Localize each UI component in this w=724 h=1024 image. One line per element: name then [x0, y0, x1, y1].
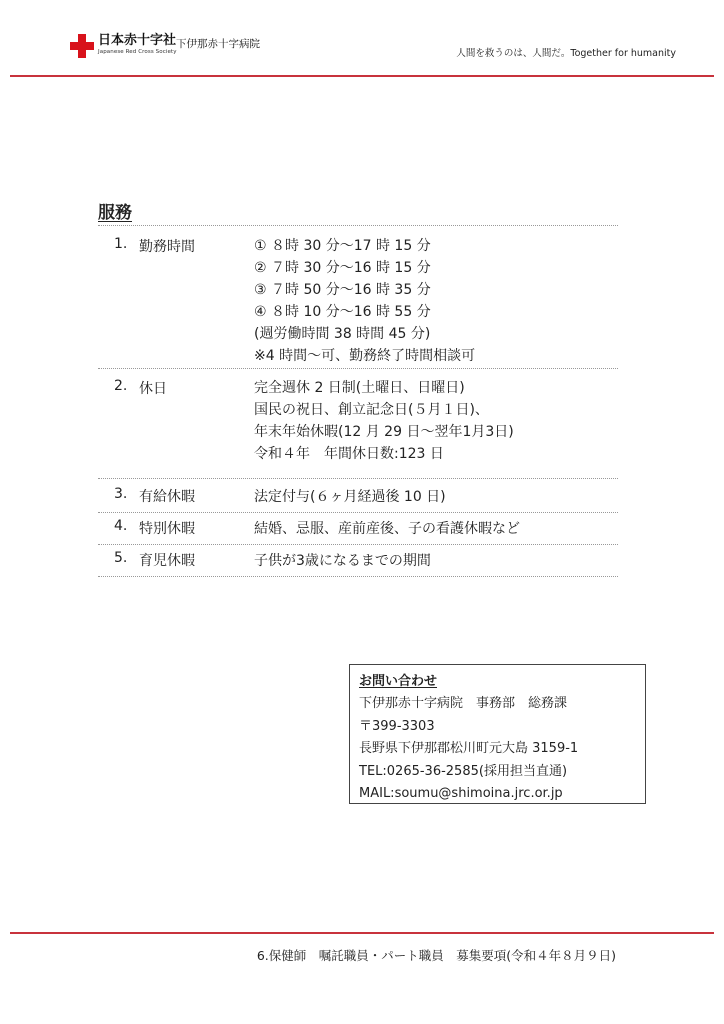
term-value: ① ８時 30 分～17 時 15 分	[254, 238, 431, 254]
red-cross-icon	[70, 34, 94, 58]
term-number: 5.	[114, 550, 128, 566]
org-name	[98, 34, 177, 56]
term-value: 年末年始休暇(12 月 29 日～翌年1月3日)	[254, 424, 514, 440]
term-value: 完全週休 2 日制(土曜日、日曜日)	[254, 380, 465, 396]
header-divider	[10, 75, 714, 77]
term-label: 休日	[139, 381, 167, 397]
term-value: 子供が3歳になるまでの期間	[254, 553, 431, 569]
term-value: 法定付与(６ヶ月経過後 10 日)	[254, 489, 446, 505]
term-value: ③ ７時 50 分～16 時 35 分	[254, 282, 431, 298]
term-value: 結婚、忌服、産前産後、子の看護休暇など	[254, 521, 520, 537]
contact-email: MAIL:soumu@shimoina.jrc.or.jp	[359, 786, 563, 801]
slogan: 人間を救うのは、人間だ。Together for humanity	[456, 48, 676, 59]
term-number: 3.	[114, 486, 128, 502]
org-name-jp: 日本赤十字社	[98, 33, 177, 48]
term-value: ② ７時 30 分～16 時 15 分	[254, 260, 431, 276]
term-number: 4.	[114, 518, 128, 534]
term-row-childcare-leave	[98, 545, 618, 577]
term-values	[254, 226, 618, 367]
contact-phone: TEL:0265-36-2585(採用担当直通)	[359, 763, 568, 779]
term-row-special-leave	[98, 513, 618, 545]
term-value: 令和４年 年間休日数:123 日	[254, 446, 444, 462]
org-name-en: Japanese Red Cross Society	[98, 49, 177, 55]
term-values	[254, 513, 618, 540]
term-label: 特別休暇	[139, 521, 195, 537]
service-terms-list	[98, 226, 618, 577]
term-row-holidays	[98, 369, 618, 479]
contact-postal-code: 〒399-3303	[359, 718, 435, 734]
term-label: 勤務時間	[139, 239, 195, 255]
contact-department: 下伊那赤十字病院 事務部 総務課	[359, 696, 568, 711]
term-number: 1.	[114, 236, 128, 252]
contact-title: お問い合わせ	[359, 674, 438, 689]
term-values	[254, 369, 618, 465]
term-values	[254, 545, 618, 572]
footer-divider	[10, 932, 714, 934]
term-values	[254, 479, 618, 508]
term-value: ④ ８時 10 分～16 時 55 分	[254, 304, 431, 320]
term-label: 育児休暇	[139, 553, 195, 569]
term-value: (週労働時間 38 時間 45 分)	[254, 326, 431, 342]
section-title: 服務	[98, 203, 132, 223]
term-value: 国民の祝日、創立記念日(５月１日)、	[254, 402, 489, 418]
contact-box	[349, 664, 646, 804]
term-label: 有給休暇	[139, 489, 195, 505]
jrc-logo	[70, 34, 177, 58]
term-row-paid-leave	[98, 479, 618, 513]
footer-text: 6.保健師 嘱託職員・パート職員 募集要項(令和４年８月９日)	[256, 948, 616, 963]
term-number: 2.	[114, 378, 128, 394]
hospital-name: 下伊那赤十字病院	[176, 38, 260, 50]
term-value: ※4 時間～可、勤務終了時間相談可	[254, 348, 476, 364]
contact-address: 長野県下伊那郡松川町元大島 3159-1	[359, 741, 579, 756]
term-row-working-hours	[98, 226, 618, 369]
